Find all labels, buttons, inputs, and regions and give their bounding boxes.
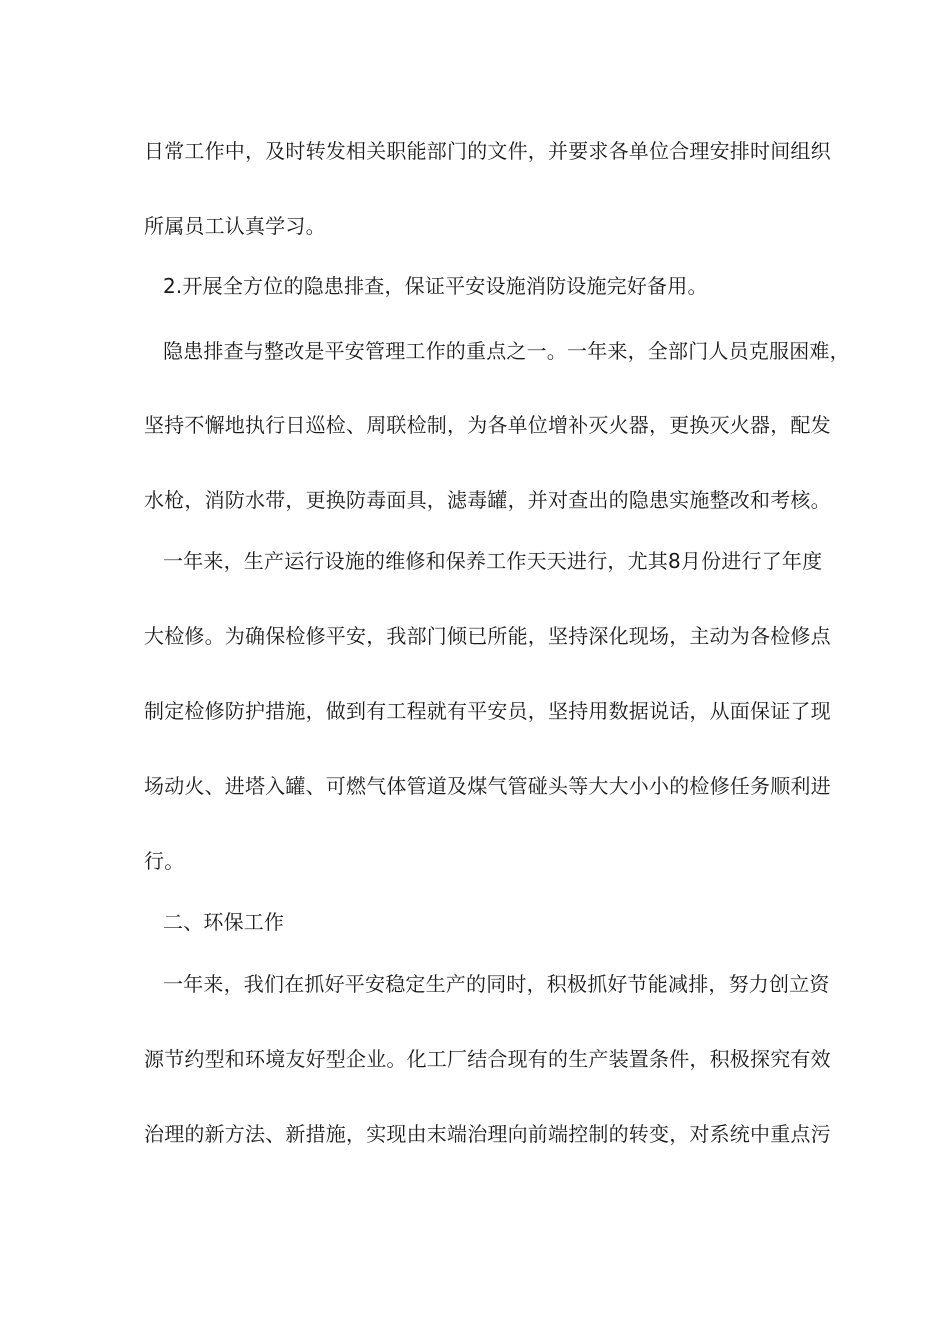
paragraph-line: 大检修。为确保检修平安，我部门倾已所能，坚持深化现场，主动为各检修点	[144, 624, 831, 648]
paragraph-line: 一年来，我们在抓好平安稳定生产的同时，积极抓好节能减排，努力创立资	[163, 972, 830, 996]
paragraph-line: 一年来，生产运行设施的维修和保养工作天天进行，尤其8月份进行了年度	[163, 549, 823, 573]
paragraph-line: 所属员工认真学习。	[144, 214, 326, 238]
paragraph-line: 隐患排查与整改是平安管理工作的重点之一。一年来，全部门人员克服困难，	[163, 339, 850, 363]
paragraph-line: 源节约型和环境友好型企业。化工厂结合现有的生产装置条件，积极探究有效	[144, 1047, 831, 1071]
section-heading: 二、环保工作	[163, 910, 285, 934]
paragraph-line: 治理的新方法、新措施，实现由末端治理向前端控制的转变，对系统中重点污	[144, 1122, 831, 1146]
paragraph-line: 场动火、进塔入罐、可燃气体管道及煤气管碰头等大大小小的检修任务顺利进	[144, 774, 831, 798]
paragraph-line: 制定检修防护措施，做到有工程就有平安员，坚持用数据说话，从面保证了现	[144, 699, 831, 723]
paragraph-line: 水枪，消防水带，更换防毒面具，滤毒罐，并对查出的隐患实施整改和考核。	[144, 488, 831, 512]
section-heading: 2.开展全方位的隐患排查，保证平安设施消防设施完好备用。	[163, 274, 708, 298]
paragraph-line: 坚持不懈地执行日巡检、周联检制，为各单位增补灭火器，更换灭火器，配发	[144, 413, 831, 437]
paragraph-line: 行。	[144, 849, 185, 873]
paragraph-line: 日常工作中，及时转发相关职能部门的文件，并要求各单位合理安排时间组织	[144, 139, 831, 163]
